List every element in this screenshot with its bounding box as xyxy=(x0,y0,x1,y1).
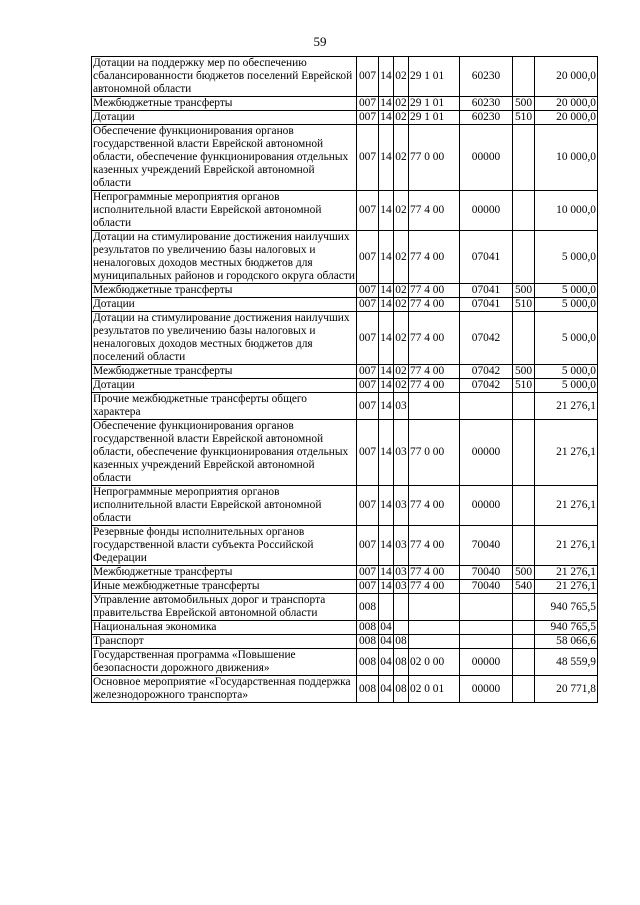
direction-code: 00000 xyxy=(460,420,513,486)
ministry-code: 007 xyxy=(357,420,379,486)
row-name: Дотации xyxy=(92,379,357,393)
direction-code: 60230 xyxy=(460,111,513,125)
row-name: Межбюджетные трансферты xyxy=(92,365,357,379)
expense-type-code: 510 xyxy=(513,298,535,312)
section-code: 14 xyxy=(379,526,394,566)
direction-code: 07041 xyxy=(460,284,513,298)
table-row xyxy=(92,57,598,97)
amount: 5 000,0 xyxy=(535,284,598,298)
section-code: 14 xyxy=(380,298,392,310)
subsection-code: 03 xyxy=(394,393,409,420)
amount: 21 276,1 xyxy=(535,566,598,580)
amount: 21 276,1 xyxy=(535,420,598,486)
row-name: Обеспечение функционирования органов государственной власти Еврейской автономной области, обеспечение функционирования отдельных казенных учреждений Еврейской автономной области xyxy=(92,420,357,486)
expense-type-code xyxy=(513,393,535,420)
row-name: Государственная программа «Повышение безопасности дорожного движения» xyxy=(92,649,357,676)
subsection-code: 08 xyxy=(395,635,407,647)
ministry-code: 007 xyxy=(357,284,379,298)
amount: 21 276,1 xyxy=(535,526,598,566)
ministry-code: 008 xyxy=(357,635,379,649)
budget-table xyxy=(91,56,598,703)
section-code: 04 xyxy=(379,676,394,703)
expense-type-code: 500 xyxy=(513,566,535,580)
program-code: 02 0 01 xyxy=(409,676,460,703)
ministry-code: 007 xyxy=(357,526,379,566)
table-row xyxy=(92,621,598,635)
direction-code: 00000 xyxy=(460,125,513,191)
amount: 5 000,0 xyxy=(535,231,598,284)
subsection-code xyxy=(394,594,409,621)
amount: 940 765,5 xyxy=(535,594,598,621)
amount: 21 276,1 xyxy=(535,486,598,526)
row-name: Непрограммные мероприятия органов исполнительной власти Еврейской автономной области xyxy=(92,486,357,526)
subsection-code: 02 xyxy=(395,97,407,109)
table-row xyxy=(92,594,598,621)
ministry-code: 008 xyxy=(357,649,379,676)
section-code: 14 xyxy=(380,284,392,296)
section-code xyxy=(379,594,394,621)
subsection-code: 03 xyxy=(394,486,409,526)
subsection-code: 02 xyxy=(394,231,409,284)
program-code: 77 4 00 xyxy=(409,284,460,298)
program-code: 77 0 00 xyxy=(409,420,460,486)
table-row xyxy=(92,393,598,420)
ministry-code: 008 xyxy=(357,621,379,635)
expense-type-code xyxy=(513,676,535,703)
direction-code: 60230 xyxy=(460,97,513,111)
subsection-code: 03 xyxy=(394,526,409,566)
budget-table-body xyxy=(92,57,598,703)
section-code: 14 xyxy=(379,393,394,420)
page-number: 59 xyxy=(313,34,327,49)
table-row xyxy=(92,298,598,312)
amount: 5 000,0 xyxy=(535,365,598,379)
ministry-code: 007 xyxy=(357,486,379,526)
amount: 10 000,0 xyxy=(535,191,598,231)
direction-code: 00000 xyxy=(460,486,513,526)
direction-code: 07042 xyxy=(460,365,513,379)
section-code: 14 xyxy=(379,57,394,97)
ministry-code: 007 xyxy=(357,111,379,125)
direction-code: 00000 xyxy=(460,191,513,231)
expense-type-code: 510 xyxy=(513,111,535,125)
section-code: 04 xyxy=(380,635,392,647)
program-code xyxy=(409,635,460,649)
table-row xyxy=(92,97,598,111)
direction-code: 70040 xyxy=(460,580,513,594)
table-row xyxy=(92,526,598,566)
expense-type-code xyxy=(513,57,535,97)
program-code: 77 4 00 xyxy=(409,566,460,580)
program-code: 77 4 00 xyxy=(409,191,460,231)
amount: 10 000,0 xyxy=(535,125,598,191)
direction-code xyxy=(460,621,513,635)
table-row xyxy=(92,580,598,594)
subsection-code: 03 xyxy=(395,566,407,578)
table-row xyxy=(92,676,598,703)
ministry-code: 007 xyxy=(357,125,379,191)
direction-code: 07042 xyxy=(460,379,513,393)
expense-type-code xyxy=(513,420,535,486)
row-name: Прочие межбюджетные трансферты общего характера xyxy=(92,393,357,420)
subsection-code: 02 xyxy=(395,284,407,296)
expense-type-code xyxy=(513,231,535,284)
ministry-code: 007 xyxy=(357,231,379,284)
section-code: 14 xyxy=(380,365,392,377)
section-code: 14 xyxy=(379,486,394,526)
section-code: 14 xyxy=(379,125,394,191)
row-name: Дотации на поддержку мер по обеспечению сбалансированности бюджетов поселений Еврейской автономной области xyxy=(92,57,357,97)
program-code: 77 4 00 xyxy=(409,379,460,393)
table-row xyxy=(92,284,598,298)
table-row xyxy=(92,379,598,393)
row-name: Национальная экономика xyxy=(92,621,357,635)
expense-type-code xyxy=(513,526,535,566)
ministry-code: 008 xyxy=(357,676,379,703)
ministry-code: 007 xyxy=(357,97,379,111)
direction-code: 00000 xyxy=(460,676,513,703)
amount: 5 000,0 xyxy=(535,298,598,312)
subsection-code: 02 xyxy=(394,125,409,191)
direction-code: 60230 xyxy=(460,57,513,97)
table-row xyxy=(92,635,598,649)
row-name: Обеспечение функционирования органов государственной власти Еврейской автономной области, обеспечение функционирования отдельных казенных учреждений Еврейской автономной области xyxy=(92,125,357,191)
row-name: Основное мероприятие «Государственная поддержка железнодорожного транспорта» xyxy=(92,676,357,703)
program-code: 29 1 01 xyxy=(409,97,460,111)
ministry-code: 007 xyxy=(357,57,379,97)
row-name: Иные межбюджетные трансферты xyxy=(92,580,357,594)
row-name: Дотации на стимулирование достижения наилучших результатов по увеличению базы налоговых и неналоговых доходов местных бюджетов для муниципальных районов и городского округа области xyxy=(93,231,355,282)
amount: 20 000,0 xyxy=(535,111,598,125)
ministry-code: 007 xyxy=(357,365,379,379)
direction-code: 07042 xyxy=(460,312,513,365)
expense-type-code xyxy=(513,125,535,191)
row-name: Дотации на стимулирование достижения наилучших результатов по увеличению базы налоговых и неналоговых доходов местных бюджетов для поселений области xyxy=(92,312,357,365)
amount: 21 276,1 xyxy=(535,580,598,594)
amount: 48 559,9 xyxy=(535,649,598,676)
expense-type-code xyxy=(513,594,535,621)
section-code: 14 xyxy=(380,111,392,123)
subsection-code: 03 xyxy=(395,580,407,592)
amount: 58 066,6 xyxy=(535,635,598,649)
section-code: 14 xyxy=(380,580,392,592)
ministry-code: 008 xyxy=(357,594,379,621)
ministry-code: 007 xyxy=(357,312,379,365)
table-row xyxy=(92,566,598,580)
subsection-code: 02 xyxy=(395,379,407,391)
ministry-code: 007 xyxy=(357,379,379,393)
direction-code: 07041 xyxy=(460,231,513,284)
program-code: 77 4 00 xyxy=(409,298,460,312)
section-code: 04 xyxy=(379,649,394,676)
row-name: Межбюджетные трансферты xyxy=(92,284,357,298)
expense-type-code xyxy=(513,486,535,526)
subsection-code: 02 xyxy=(394,191,409,231)
row-name: Дотации xyxy=(92,298,357,312)
ministry-code: 007 xyxy=(357,393,379,420)
subsection-code: 02 xyxy=(395,111,407,123)
table-row xyxy=(92,125,598,191)
direction-code xyxy=(460,393,513,420)
subsection-code: 08 xyxy=(394,649,409,676)
section-code: 14 xyxy=(379,312,394,365)
row-name: Управление автомобильных дорог и транспорта правительства Еврейской автономной области xyxy=(92,594,357,621)
amount: 21 276,1 xyxy=(535,393,598,420)
direction-code: 00000 xyxy=(460,649,513,676)
program-code: 77 4 00 xyxy=(409,231,460,284)
subsection-code: 02 xyxy=(394,57,409,97)
table-row xyxy=(92,191,598,231)
program-code: 29 1 01 xyxy=(409,111,460,125)
program-code xyxy=(409,594,460,621)
program-code: 29 1 01 xyxy=(409,57,460,97)
section-code: 04 xyxy=(380,621,392,633)
amount: 940 765,5 xyxy=(535,621,598,635)
row-name: Дотации xyxy=(92,111,357,125)
table-row xyxy=(92,420,598,486)
row-name: Транспорт xyxy=(92,635,357,649)
expense-type-code xyxy=(513,621,535,635)
expense-type-code: 510 xyxy=(513,379,535,393)
direction-code xyxy=(460,635,513,649)
direction-code xyxy=(460,594,513,621)
amount: 20 000,0 xyxy=(535,57,598,97)
section-code: 14 xyxy=(380,566,392,578)
program-code: 77 4 00 xyxy=(409,580,460,594)
section-code: 14 xyxy=(379,420,394,486)
subsection-code: 02 xyxy=(395,365,407,377)
ministry-code: 007 xyxy=(357,191,379,231)
program-code: 77 4 00 xyxy=(409,312,460,365)
section-code: 14 xyxy=(379,231,394,284)
ministry-code: 007 xyxy=(357,566,379,580)
expense-type-code xyxy=(513,649,535,676)
subsection-code: 02 xyxy=(394,312,409,365)
ministry-code: 007 xyxy=(357,298,379,312)
row-name: Резервные фонды исполнительных органов государственной власти субъекта Российской Федерации xyxy=(92,526,357,566)
amount: 5 000,0 xyxy=(535,379,598,393)
direction-code: 70040 xyxy=(460,566,513,580)
direction-code: 07041 xyxy=(460,298,513,312)
ministry-code: 007 xyxy=(357,580,379,594)
amount: 20 771,8 xyxy=(535,676,598,703)
table-row xyxy=(92,231,598,284)
subsection-code xyxy=(394,621,409,635)
program-code: 77 4 00 xyxy=(409,526,460,566)
table-row xyxy=(92,312,598,365)
expense-type-code: 540 xyxy=(513,580,535,594)
section-code: 14 xyxy=(380,97,392,109)
subsection-code: 08 xyxy=(394,676,409,703)
expense-type-code: 500 xyxy=(513,97,535,111)
table-row xyxy=(92,649,598,676)
amount: 20 000,0 xyxy=(535,97,598,111)
program-code: 77 0 00 xyxy=(409,125,460,191)
program-code xyxy=(409,393,460,420)
table-row xyxy=(92,365,598,379)
expense-type-code: 500 xyxy=(513,365,535,379)
row-name: Межбюджетные трансферты xyxy=(92,566,357,580)
table-row xyxy=(92,486,598,526)
program-code: 02 0 00 xyxy=(409,649,460,676)
section-code: 14 xyxy=(380,379,392,391)
subsection-code: 03 xyxy=(394,420,409,486)
table-row xyxy=(92,111,598,125)
program-code: 77 4 00 xyxy=(409,486,460,526)
expense-type-code xyxy=(513,312,535,365)
amount: 5 000,0 xyxy=(535,312,598,365)
subsection-code: 02 xyxy=(395,298,407,310)
program-code xyxy=(409,621,460,635)
program-code: 77 4 00 xyxy=(409,365,460,379)
row-name: Непрограммные мероприятия органов исполнительной власти Еврейской автономной области xyxy=(92,191,357,231)
expense-type-code xyxy=(513,635,535,649)
direction-code: 70040 xyxy=(460,526,513,566)
row-name: Межбюджетные трансферты xyxy=(92,97,357,111)
expense-type-code: 500 xyxy=(513,284,535,298)
section-code: 14 xyxy=(379,191,394,231)
expense-type-code xyxy=(513,191,535,231)
